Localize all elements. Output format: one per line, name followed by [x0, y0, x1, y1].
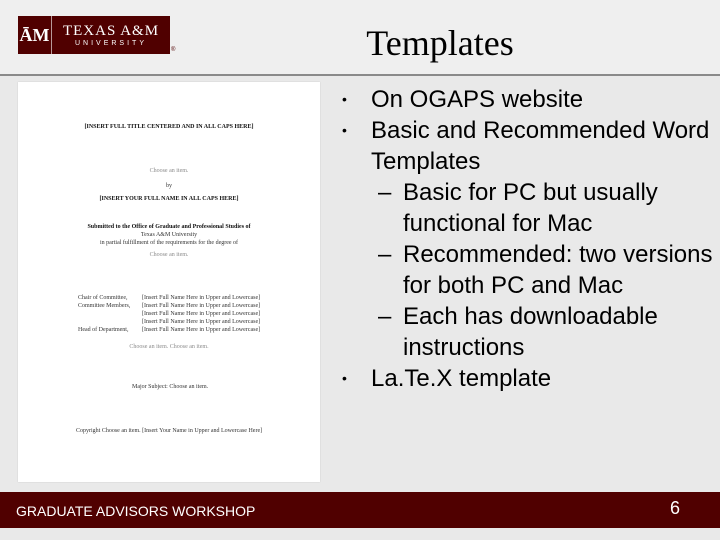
sub-bullet-item: – Each has downloadable instructions [378, 303, 658, 361]
preview-committee [78, 294, 278, 334]
dash-mark: – [378, 303, 392, 330]
bottom-strip [0, 528, 720, 540]
bullet-list [336, 84, 714, 394]
committee-row: Chair of Committee, [Insert Full Name Here in Upper and Lowercase] [78, 295, 261, 301]
page-number: 6 [669, 498, 680, 518]
slide-footer [0, 492, 720, 528]
dash-mark: – [378, 241, 392, 268]
preview-submitted-3: in partial fulfillment of the requirements for the degree of [99, 240, 239, 246]
bullet-item: • On OGAPS website [342, 86, 584, 113]
logo-name: TEXAS A&M [62, 22, 160, 39]
bullet-mark: • [342, 91, 347, 107]
preview-title-line: [INSERT FULL TITLE CENTERED AND IN ALL CAPS HERE] [84, 124, 254, 130]
template-preview-image [18, 82, 320, 482]
preview-doc-type: Choose an item. [149, 168, 189, 174]
logo-subtitle: UNIVERSITY [74, 39, 147, 47]
preview-author: [INSERT YOUR FULL NAME IN ALL CAPS HERE] [99, 196, 239, 202]
committee-row: Committee Members, [Insert Full Name Here in Upper and Lowercase] [78, 303, 261, 309]
bullet-mark: • [342, 370, 347, 386]
committee-row: [Insert Full Name Here in Upper and Lowercase] [142, 319, 261, 325]
university-logo [18, 16, 170, 54]
preview-major: Major Subject: Choose an item. [132, 384, 209, 390]
logo-mark: ĀM [18, 16, 52, 54]
bullet-item: • Basic and Recommended Word Templates [342, 117, 710, 175]
dash-mark: – [378, 179, 392, 206]
logo-trademark: ® [171, 47, 176, 53]
preview-degree: Choose an item. [149, 252, 189, 258]
sub-bullet-item: – Basic for PC but usually functional for Mac [378, 179, 658, 237]
slide-header [0, 0, 720, 76]
committee-row: Head of Department, [Insert Full Name Here in Upper and Lowercase] [78, 327, 261, 333]
preview-copyright: Copyright Choose an item. [Insert Your Name in Upper and Lowercase Here] [76, 428, 263, 434]
preview-by: by [166, 183, 172, 189]
bullet-item: • La.Te.X template [342, 365, 552, 392]
preview-submitted-1: Submitted to the Office of Graduate and Professional Studies of [87, 224, 251, 230]
slide-title: Templates [366, 23, 514, 63]
committee-row: [Insert Full Name Here in Upper and Lowercase] [142, 311, 261, 317]
footer-label: GRADUATE ADVISORS WORKSHOP [16, 503, 256, 519]
preview-submitted-2: Texas A&M University [140, 232, 198, 238]
bullet-mark: • [342, 122, 347, 138]
header-divider [0, 74, 720, 76]
preview-date: Choose an item. Choose an item. [129, 344, 209, 350]
sub-bullet-item: – Recommended: two versions for both PC and Mac [378, 241, 713, 299]
